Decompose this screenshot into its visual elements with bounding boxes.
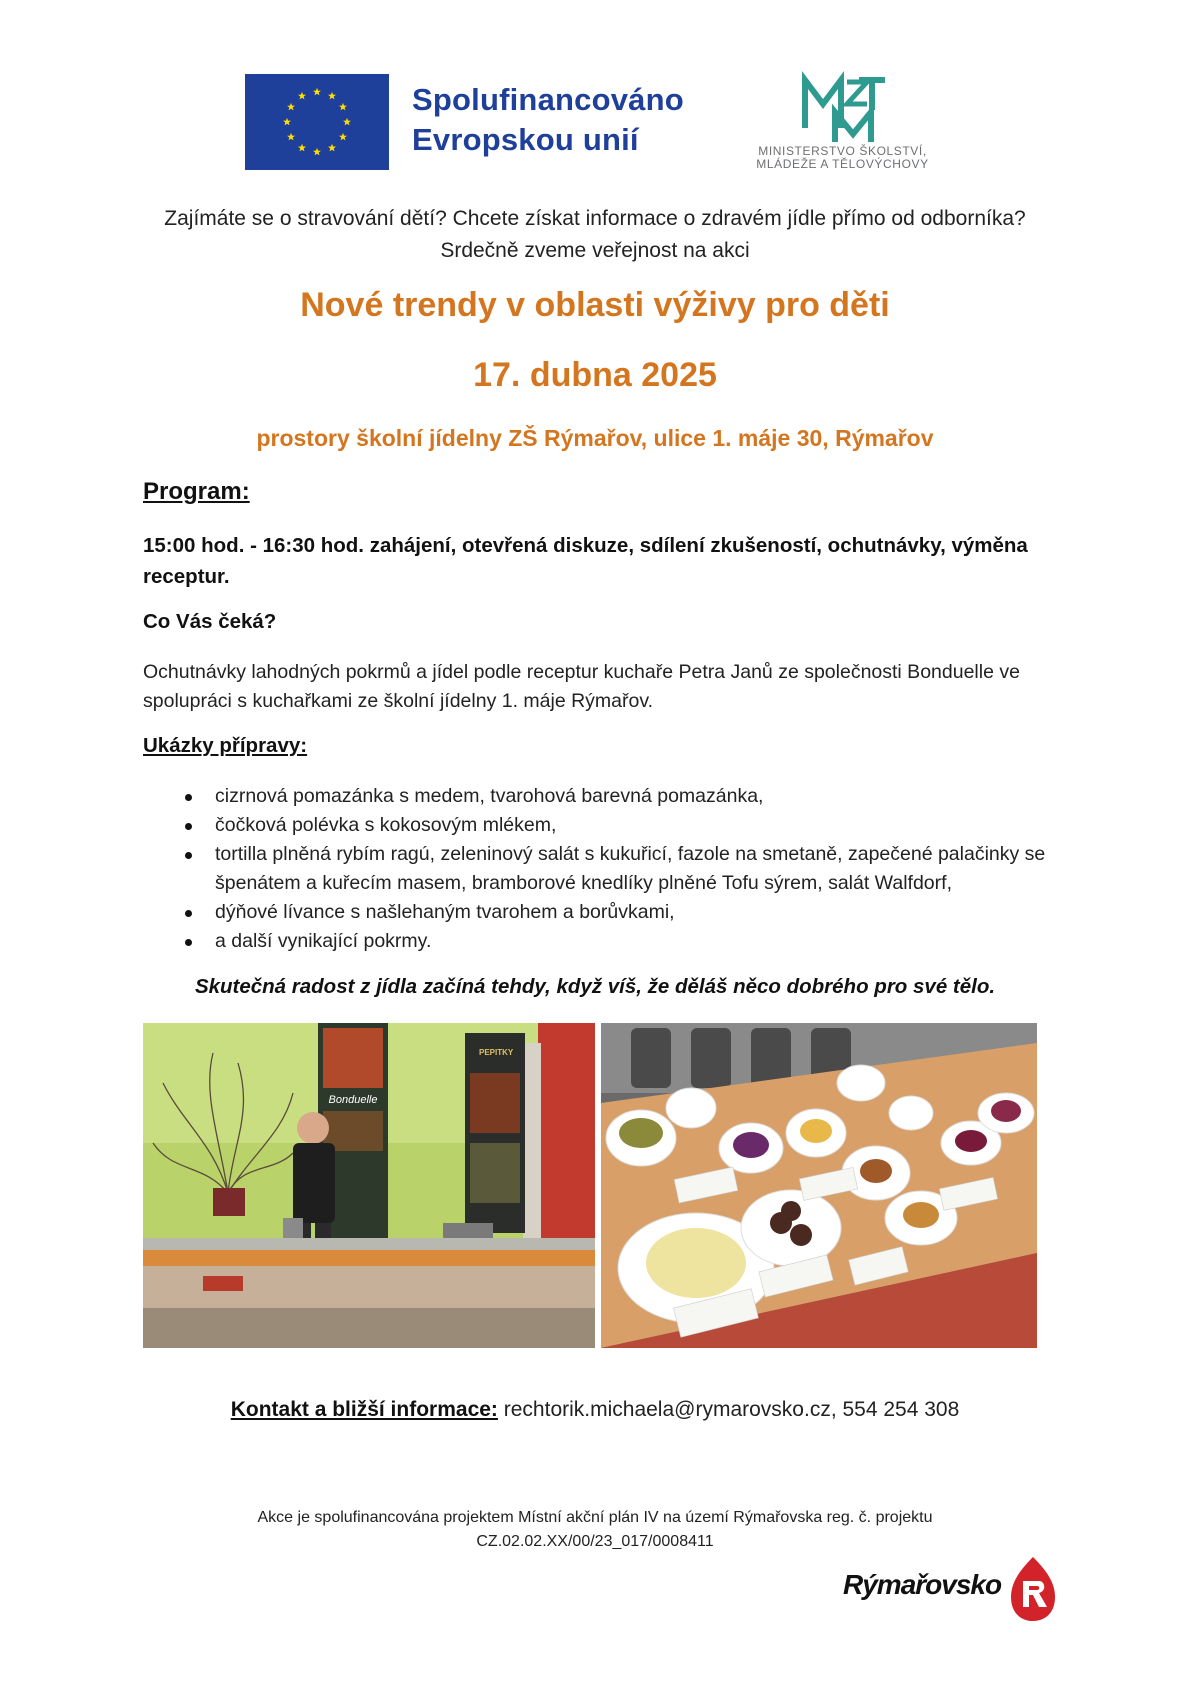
list-item-text: tortilla plněná rybím ragú, zeleninový salát s kukuřicí, fazole na smetaně, zapečené palačinky se špenátem a kuřecím masem, bramborové knedlíky plněné Tofu sýrem, salát Walfdorf,	[215, 843, 1046, 894]
list-item	[180, 811, 1070, 840]
footer-line2: CZ.02.02.XX/00/23_017/0008411	[476, 1533, 714, 1550]
rymarovsko-brand-text: Rýmařovsko	[843, 1569, 1002, 1600]
bullet-icon	[185, 794, 192, 801]
photo-chef-illustration	[143, 1023, 595, 1348]
eu-star-icon	[339, 133, 347, 141]
list-item	[180, 898, 1070, 927]
list-item-text: dýňové lívance s našlehaným tvarohem a borůvkami,	[215, 901, 675, 923]
banner1-text: Bonduelle	[328, 1094, 378, 1106]
bullet-icon	[185, 852, 192, 859]
event-place: prostory školní jídelny ZŠ Rýmařov, ulice 1. máje 30, Rýmařov	[256, 425, 934, 451]
list-item	[180, 782, 1070, 811]
demos-list	[180, 782, 1070, 956]
eu-stars-icon	[245, 74, 389, 170]
banner2-text: PEPITKY	[479, 1048, 514, 1057]
eu-star-icon	[287, 133, 295, 141]
bullet-icon	[185, 939, 192, 946]
demos-heading: Ukázky přípravy:	[143, 734, 308, 757]
program-question: Co Vás čeká?	[143, 610, 277, 633]
eu-text-line2: Evropskou unií	[412, 122, 639, 157]
eu-star-icon	[313, 148, 321, 156]
msmt-text-line1: MINISTERSTVO ŠKOLSTVÍ,	[758, 144, 927, 158]
program-description: Ochutnávky lahodných pokrmů a jídel podle receptur kuchaře Petra Janů ze společnosti Bonduelle ve spolupráci s kuchařkami ze školní jídelny 1. máje Rýmařov.	[143, 661, 1020, 712]
intro-line2: Srdečně zveme veřejnost na akci	[440, 239, 750, 262]
eu-star-icon	[313, 88, 321, 96]
eu-star-icon	[343, 118, 351, 126]
list-item-text: cizrnová pomazánka s medem, tvarohová barevná pomazánka,	[215, 785, 764, 807]
intro-text	[0, 203, 1190, 267]
eu-star-icon	[298, 92, 306, 100]
photo2-watermark: AI	[636, 1279, 646, 1290]
eu-cofinanced-text	[412, 80, 684, 160]
event-title: Nové trendy v oblasti výživy pro děti	[300, 286, 890, 324]
eu-star-icon	[339, 103, 347, 111]
eu-star-icon	[287, 103, 295, 111]
list-item	[180, 840, 1070, 898]
event-date: 17. dubna 2025	[473, 356, 717, 394]
contact-value[interactable]: rechtorik.michaela@rymarovsko.cz, 554 254 308	[497, 1398, 960, 1421]
list-item-text: čočková polévka s kokosovým mlékem,	[215, 814, 557, 836]
eu-flag-logo	[245, 74, 389, 170]
list-item	[180, 927, 1070, 956]
eu-star-icon	[298, 144, 306, 152]
eu-star-icon	[328, 144, 336, 152]
msmt-text-line2: MLÁDEŽE A TĚLOVÝCHOVY	[756, 157, 929, 171]
eu-star-icon	[283, 118, 291, 126]
msmt-logo-text	[735, 145, 950, 171]
eu-text-line1: Spolufinancováno	[412, 82, 684, 117]
bullet-icon	[185, 910, 192, 917]
footer-line1: Akce je spolufinancována projektem Místní akční plán IV na území Rýmařovska reg. č. projektu	[257, 1509, 933, 1526]
photo-food-illustration	[601, 1023, 1037, 1348]
footer-note	[0, 1506, 1190, 1554]
intro-line1: Zajímáte se o stravování dětí? Chcete získat informace o zdravém jídle přímo od odborníka?	[164, 207, 1026, 230]
program-heading: Program:	[143, 478, 250, 505]
rymarovsko-logo-icon	[1009, 1555, 1057, 1623]
photo-chef-cooking	[143, 1023, 595, 1348]
eu-star-icon	[328, 92, 336, 100]
program-time-line: 15:00 hod. - 16:30 hod. zahájení, otevřená diskuze, sdílení zkušeností, ochutnávky, výměna receptur.	[143, 534, 1028, 588]
contact-label: Kontakt a bližší informace:	[230, 1398, 498, 1421]
motto-quote: Skutečná radost z jídla začíná tehdy, když víš, že děláš něco dobrého pro své tělo.	[194, 975, 996, 998]
photo-food-tasting	[601, 1023, 1037, 1348]
bullet-icon	[185, 823, 192, 830]
list-item-text: a další vynikající pokrmy.	[215, 930, 432, 952]
contact-line	[0, 1398, 1190, 1422]
